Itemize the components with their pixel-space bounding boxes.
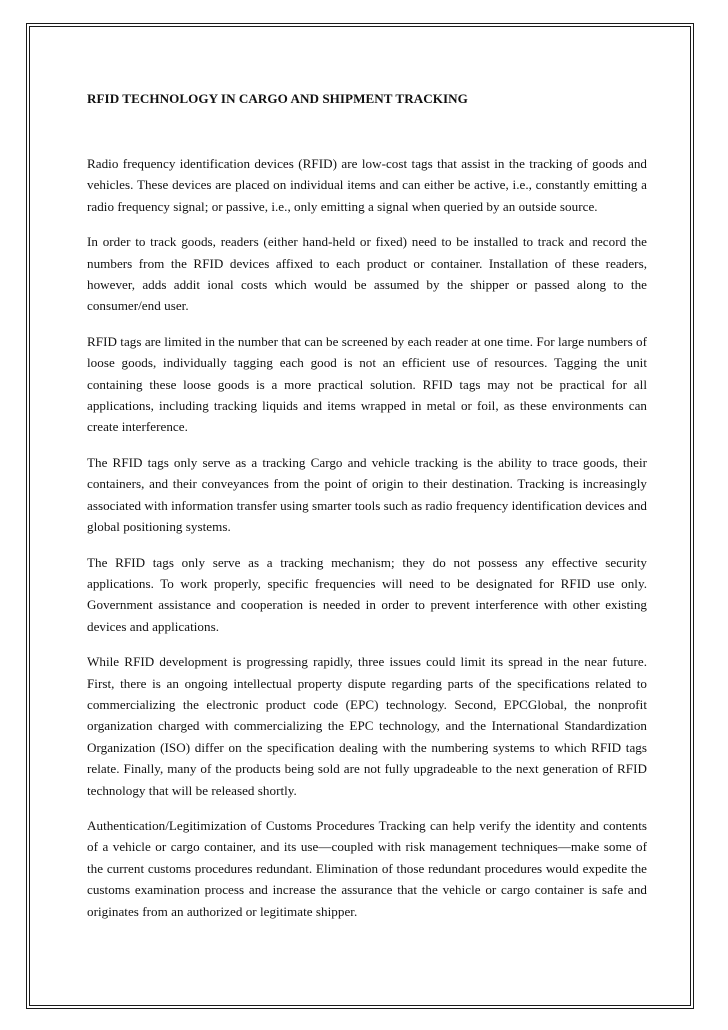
paragraph-5: The RFID tags only serve as a tracking mechanism; they do not possess any effective security applications. To work properly, specific frequencies will need to be designated for RFID use only. Government assistance and cooperation is needed in order to prevent interference with other existing devices and applications. (87, 554, 647, 634)
document-title: RFID TECHNOLOGY IN CARGO AND SHIPMENT TRACKING (87, 91, 468, 106)
paragraph-2: In order to track goods, readers (either hand-held or fixed) need to be installed to track and record the numbers from the RFID devices affixed to each product or container. Installation of these readers, however, adds addit ional costs which would be assumed by the shipper or passed along to the consumer/end user. (87, 234, 647, 314)
paragraph-7: Authentication/Legitimization of Customs Procedures Tracking can help verify the identity and contents of a vehicle or cargo container, and its use—coupled with risk management techniques—make some of the current customs procedures redundant. Elimination of those redundant procedures would expedite the customs examination process and increase the assurance that the vehicle or cargo container is safe and originates from an authorized or legitimate shipper. (87, 817, 647, 919)
paragraph-4: The RFID tags only serve as a tracking Cargo and vehicle tracking is the ability to trace goods, their containers, and their conveyances from the point of origin to their destination. Tracking is increasingly associated with information transfer using smarter tools such as radio frequency identification devices and global positioning systems. (87, 454, 647, 535)
paragraph-6: While RFID development is progressing rapidly, three issues could limit its spread in the near future. First, there is an ongoing intellectual property dispute regarding parts of the specifications related to commercializing the electronic product code (EPC) technology. Second, EPCGlobal, the nonprofit organization charged with commercializing the EPC technology, and the International Standardization Organization (ISO) differ on the specification dealing with the numbering systems to which RFID tags relate. Finally, many of the products being sold are not fully upgradeable to the next generation of RFID technology that will be released shortly. (87, 654, 647, 798)
paragraph-3: RFID tags are limited in the number that can be screened by each reader at one time. For large numbers of loose goods, individually tagging each good is not an efficient use of resources. Tagging the unit containing these loose goods is a more practical solution. RFID tags may not be practical for all applications, including tracking liquids and items wrapped in metal or foil, as these environments can create interference. (87, 333, 647, 435)
document-body (87, 81, 647, 922)
paragraph-1: Radio frequency identification devices (RFID) are low-cost tags that assist in the tracking of goods and vehicles. These devices are placed on individual items and can either be active, i.e., constantly emitting a radio frequency signal; or passive, i.e., only emitting a signal when queried by an outside source. (87, 156, 647, 214)
